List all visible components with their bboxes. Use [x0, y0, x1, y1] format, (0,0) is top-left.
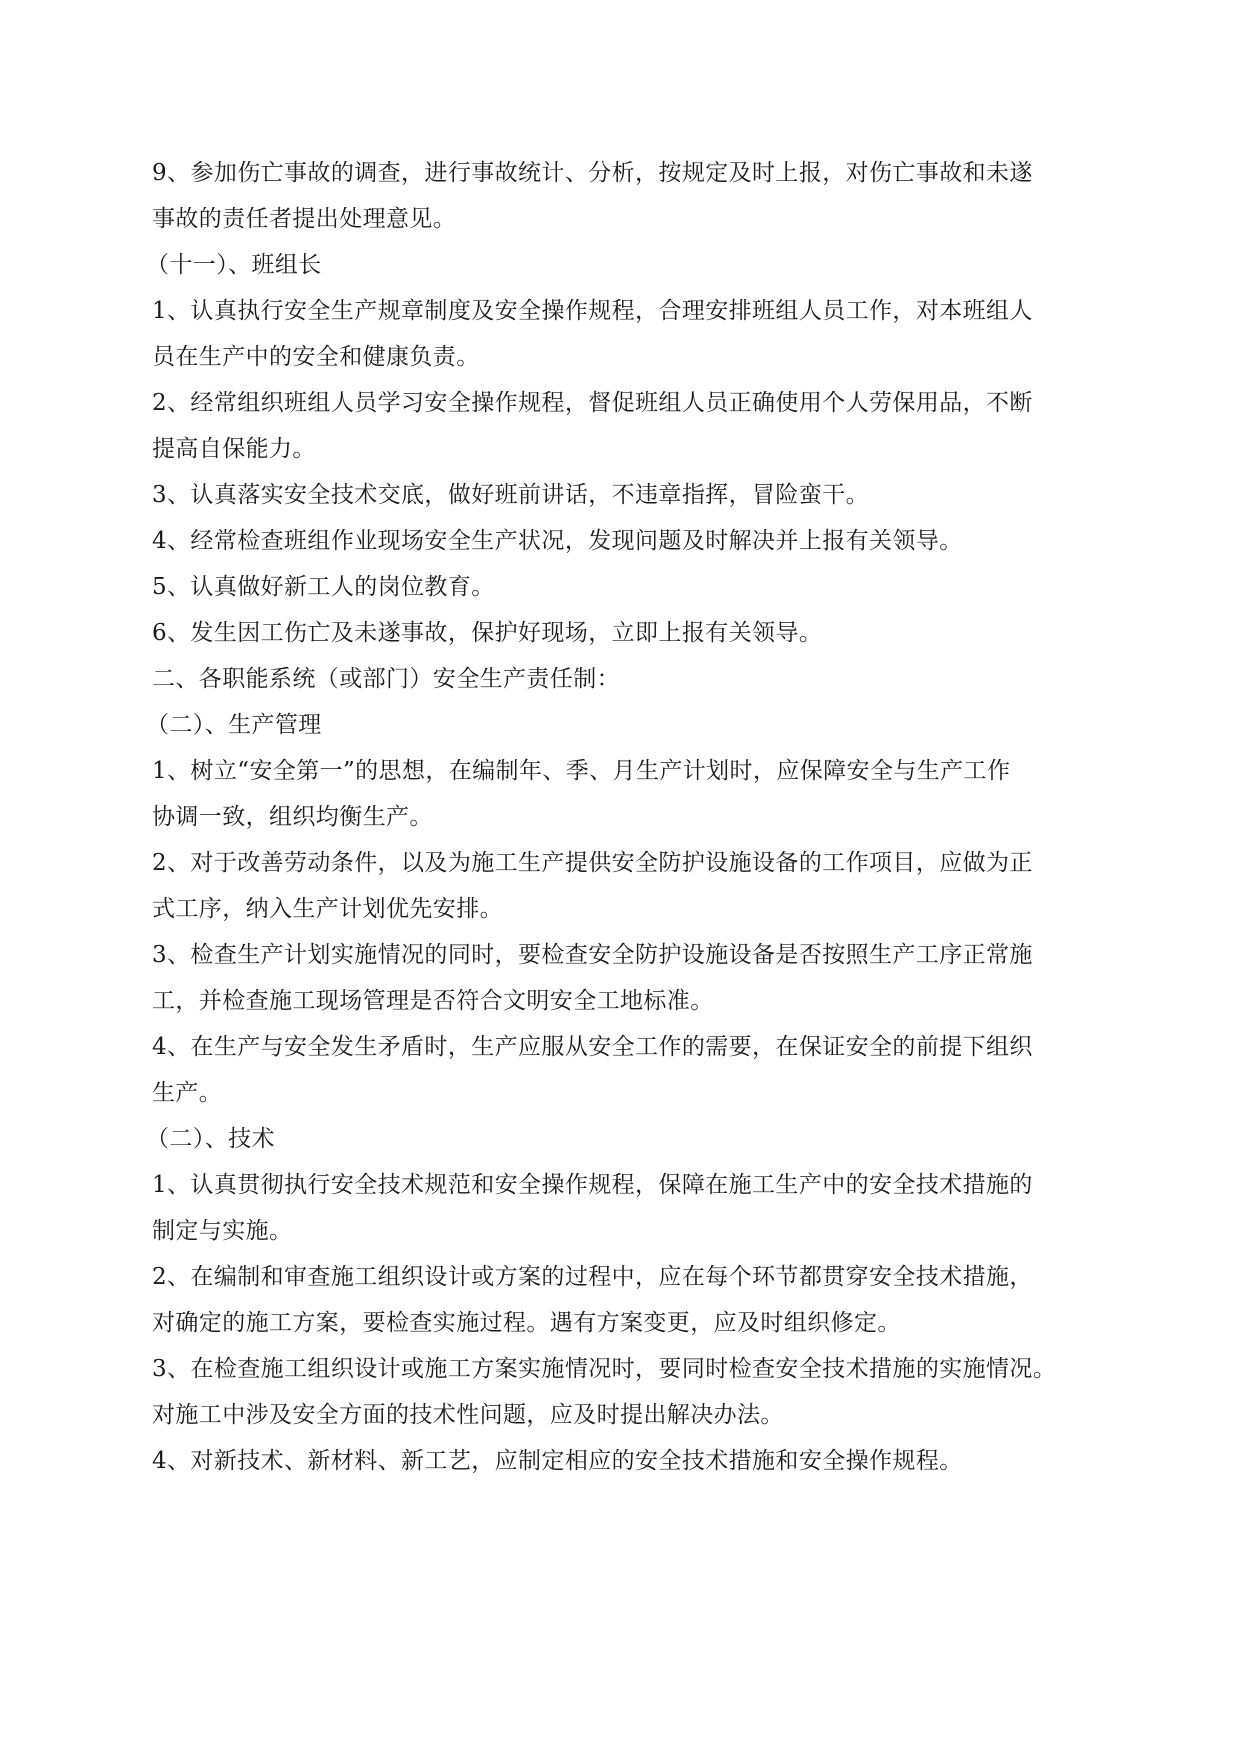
paragraph-line: 工，并检查施工现场管理是否符合文明安全工地标准。	[152, 988, 714, 1014]
paragraph-line: 4、经常检查班组作业现场安全生产状况，发现问题及时解决并上报有关领导。	[152, 528, 963, 554]
paragraph-line: 事故的责任者提出处理意见。	[152, 206, 457, 232]
paragraph-line: 2、经常组织班组人员学习安全操作规程，督促班组人员正确使用个人劳保用品，不断	[152, 390, 1033, 416]
section-heading: （十一）、班组长	[146, 252, 322, 278]
paragraph-line: 4、在生产与安全发生矛盾时，生产应服从安全工作的需要，在保证安全的前提下组织	[152, 1034, 1033, 1060]
paragraph-line: 提高自保能力。	[152, 436, 316, 462]
paragraph-line: 1、树立“安全第一”的思想，在编制年、季、月生产计划时，应保障安全与生产工作	[152, 758, 1011, 784]
paragraph-line: 2、在编制和审查施工组织设计或方案的过程中，应在每个环节都贯穿安全技术措施，	[152, 1264, 1033, 1290]
paragraph-line: 1、认真贯彻执行安全技术规范和安全操作规程，保障在施工生产中的安全技术措施的	[152, 1172, 1033, 1198]
paragraph-line: 3、检查生产计划实施情况的同时，要检查安全防护设施设备是否按照生产工序正常施	[152, 942, 1033, 968]
paragraph-line: 式工序，纳入生产计划优先安排。	[152, 896, 503, 922]
paragraph-line: 1、认真执行安全生产规章制度及安全操作规程，合理安排班组人员工作，对本班组人	[152, 298, 1033, 324]
paragraph-line: 9、参加伤亡事故的调查，进行事故统计、分析，按规定及时上报，对伤亡事故和未遂	[152, 160, 1033, 186]
section-heading: （二）、技术	[146, 1126, 275, 1152]
paragraph-line: 2、对于改善劳动条件，以及为施工生产提供安全防护设施设备的工作项目，应做为正	[152, 850, 1033, 876]
paragraph-line: 6、发生因工伤亡及未遂事故，保护好现场，立即上报有关领导。	[152, 620, 823, 646]
chapter-heading: 二、各职能系统（或部门）安全生产责任制：	[152, 666, 620, 692]
paragraph-line: 制定与实施。	[152, 1218, 293, 1244]
paragraph-line: 员在生产中的安全和健康负责。	[152, 344, 480, 370]
document-page	[146, 150, 1092, 1484]
paragraph-line: 对确定的施工方案，要检查实施过程。遇有方案变更，应及时组织修定。	[152, 1310, 901, 1336]
paragraph-line: 3、认真落实安全技术交底，做好班前讲话，不违章指挥，冒险蛮干。	[152, 482, 870, 508]
paragraph-line: 5、认真做好新工人的岗位教育。	[152, 574, 495, 600]
paragraph-line: 3、在检查施工组织设计或施工方案实施情况时，要同时检查安全技术措施的实施情况。	[152, 1356, 1057, 1382]
paragraph-line: 生产。	[152, 1080, 223, 1106]
paragraph-line: 4、对新技术、新材料、新工艺，应制定相应的安全技术措施和安全操作规程。	[152, 1448, 963, 1474]
paragraph-line: 协调一致，组织均衡生产。	[152, 804, 433, 830]
section-heading: （二）、生产管理	[146, 712, 322, 738]
paragraph-line: 对施工中涉及安全方面的技术性问题，应及时提出解决办法。	[152, 1402, 784, 1428]
